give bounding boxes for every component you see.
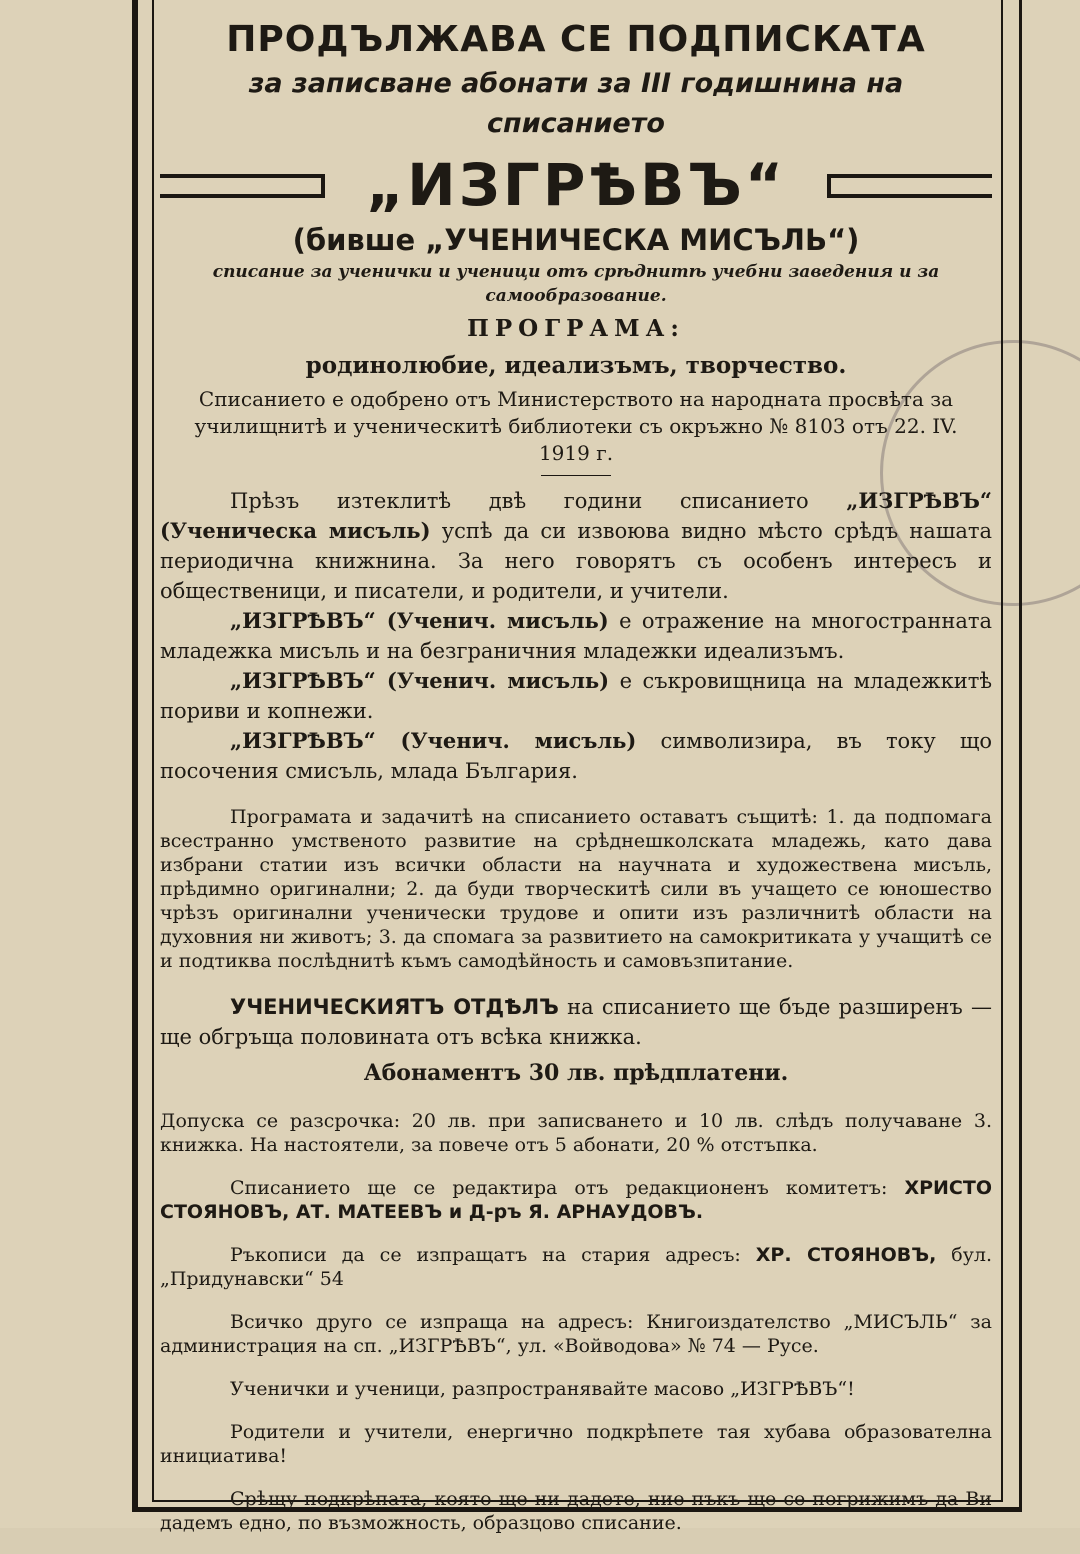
- masthead-title: „ИЗГРѢВЪ“: [366, 151, 786, 219]
- magazine-description: списание за ученички и ученици отъ срѣднитѣ учебни заведения и за самообразование.: [212, 262, 940, 306]
- other-address: Книгоиздателство „МИСЪЛЬ“ за администрация на сп. „ИЗГРѢВЪ“, ул. «Войводова» № 74 — Русе.: [160, 1311, 993, 1357]
- paragraph-symbol: [160, 726, 992, 786]
- masthead-row: [160, 150, 992, 220]
- reflection-name: „ИЗГРѢВЪ“ (Ученич. мисъль): [230, 608, 609, 633]
- paragraph-intro: [160, 486, 992, 606]
- manuscripts-lead: Ръкописи да се изпращатъ на стария адресъ:: [230, 1244, 741, 1266]
- paragraph-other-address: [160, 1310, 992, 1358]
- paragraph-editorial-committee: [160, 1176, 992, 1224]
- program-heading: ПРОГРАМА:: [467, 315, 685, 342]
- manuscripts-address: бул. „Придунавски“ 54: [160, 1244, 992, 1290]
- section-divider: [541, 475, 611, 476]
- intro-rest: успѣ да си извоюва видно мѣсто срѣдъ нашата периодична книжнина. За него говорятъ съ особенъ интересъ и общественици, и писатели, и родители, и учители.: [160, 519, 992, 603]
- reflection-rest: е отражение на многостранната младежка мисъль и на безграничния младежки идеализъмъ.: [160, 609, 992, 663]
- paragraph-manuscripts: [160, 1243, 992, 1291]
- right-bracket-ornament: [827, 174, 992, 198]
- treasury-rest: е съкровищница на младежкитѣ пориви и копнежи.: [160, 669, 992, 723]
- manuscripts-name: ХР. СТОЯНОВЪ,: [755, 1244, 937, 1266]
- paragraph-reflection: [160, 606, 992, 666]
- ministry-approval: Списанието е одобрено отъ Министерството на народната просвѣта за училищнитѣ и ученическитѣ библиотеки съ окръжно № 8103 отъ 22. IV. 1919 г.: [194, 387, 958, 465]
- paragraph-program-tasks: Програмата и задачитѣ на списанието оставатъ същитѣ: 1. да подпомага всестранно умственото развитие на срѣднешколската младежь, като дава избрани статии изъ всички области на научната и художествена мисъль, прѣдимно оригинални; 2. да буди творческитѣ сили въ учащето се юношество чрѣзъ оригинални ученически трудове и опити изъ различнитѣ области на духовния ни животъ; 3. да спомага за развитието на самокритиката у учащитѣ се и подтиква послѣднитѣ къмъ самодѣйность и самовъзпитание.: [160, 806, 992, 972]
- subscription-price: Абонаментъ 30 лв. прѣдплатени.: [363, 1060, 789, 1086]
- treasury-name: „ИЗГРѢВЪ“ (Ученич. мисъль): [230, 668, 610, 693]
- advertisement-content: [160, 10, 992, 1554]
- intro-magazine-name: „ИЗГРѢВЪ“: [846, 488, 993, 513]
- closing-promise: Срѣщу подкрѣпата, която ще ни дадете, ние пъкъ ще се погрижимъ да Ви дадемъ едно, по възможность, образцово списание.: [160, 1488, 992, 1534]
- headline: ПРОДЪЛЖАВА СЕ ПОДПИСКАТА: [226, 19, 926, 60]
- intro-lead: Прѣзъ изтеклитѣ двѣ години списанието: [230, 489, 809, 513]
- installments-text: Допуска се разсрочка: 20 лв. при записването и 10 лв. слѣдъ получаване 3. книжка. На настоятели, за повече отъ 5 абонати, 20 % отстъпка.: [160, 1110, 992, 1156]
- paragraph-student-section: [160, 992, 992, 1052]
- closing-students: Ученички и ученици, разпространявайте масово „ИЗГРѢВЪ“!: [230, 1378, 855, 1400]
- student-section-rest: на списанието ще бъде разширенъ — ще обгръща половината отъ всѣка книжка.: [160, 995, 993, 1049]
- subheadline: за записване абонати за III годишнина на списанието: [248, 68, 904, 139]
- committee-names: ХРИСТО СТОЯНОВЪ, АТ. МАТЕЕВЪ и Д-ръ Я. АРНАУДОВЪ.: [160, 1177, 992, 1223]
- intro-former-name: (Ученическа мисъль): [160, 518, 431, 543]
- closing-parents: Родители и учители, енергично подкрѣпете тая хубава образователна инициатива!: [160, 1421, 992, 1467]
- former-title: (бивше „УЧЕНИЧЕСКА МИСЪЛЬ“): [292, 223, 860, 257]
- paragraph-treasury: [160, 666, 992, 726]
- committee-lead: Списанието ще се редактира отъ редакционенъ комитетъ:: [230, 1177, 888, 1199]
- symbol-name: „ИЗГРѢВЪ“ (Ученич. мисъль): [230, 728, 637, 753]
- program-items: родинолюбие, идеализъмъ, творчество.: [305, 352, 847, 379]
- student-section-title: УЧЕНИЧЕСКИЯТЪ ОТДѢЛЪ: [230, 995, 559, 1019]
- other-address-lead: Всичко друго се изпраща на адресъ:: [230, 1311, 634, 1333]
- symbol-rest: символизира, въ току що посочения смисъль, млада България.: [160, 729, 992, 783]
